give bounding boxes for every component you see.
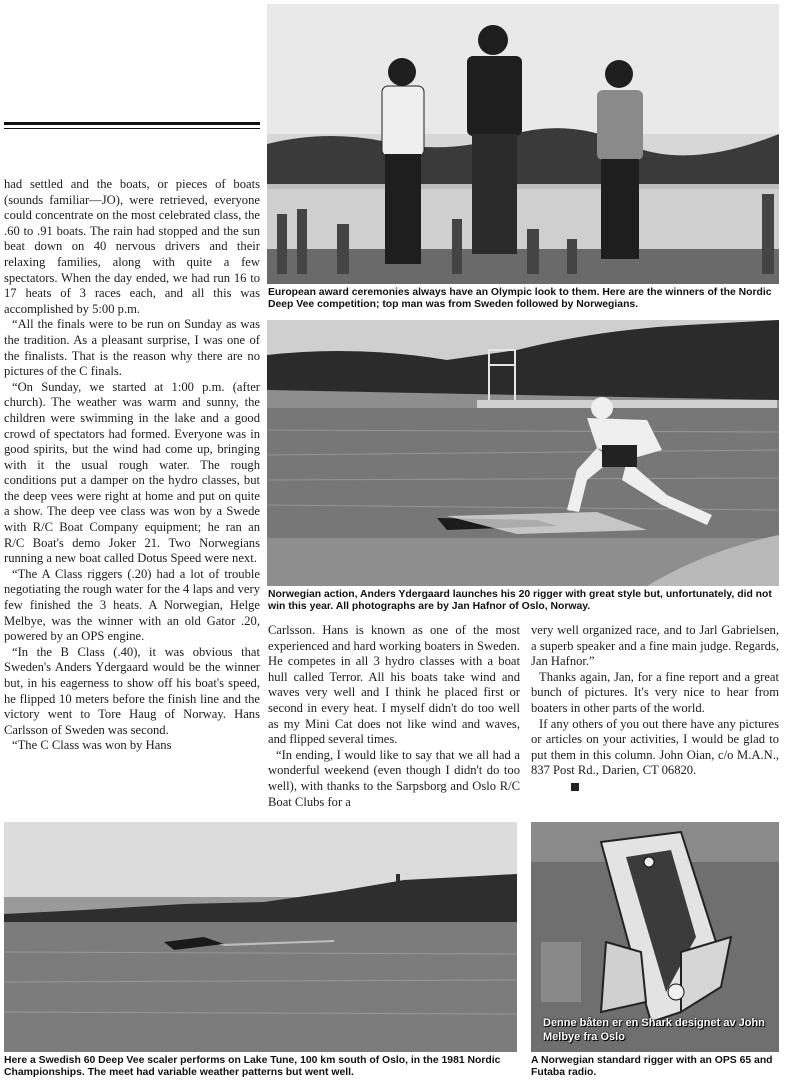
caption-deep-vee-lake: Here a Swedish 60 Deep Vee scaler performs on Lake Tune, 100 km south of Oslo, in the 1981 Nordic Championships. The meet had variable weather patterns but went well. [4,1055,501,1079]
column1-paragraph: “On Sunday, we started at 1:00 p.m. (after church). The weather was warm and sunny, the children were swimming in the lake and a good crowd of spectators had formed. Everyone was in good spirits, but the wind had come up, bringing with it the usual rough water. The rough conditions put a damper on the hydro classes, but the deep vees were right at home and put on quite a show. The deep vee class was won by a Swede with R/C Boat Company equipment; he ran an R/C Boat's demo Joker 21. Two Norwegians running a new boat called Dotus Speed were next. [4,379,260,566]
article-column-2 [268,623,520,810]
column1-paragraph: “The A Class riggers (.20) had a lot of trouble negotiating the rough water for the 4 laps and very few finished the 3 heats. A Norwegian, Helge Melbye, was the winner with an old Gator .20, powered by an OPS engine. [4,566,260,644]
photo-overlay-caption: Denne båten er en Shark designet av John Melbye fra Oslo [543,1017,765,1043]
caption-standard-rigger: A Norwegian standard rigger with an OPS 65 and Futaba radio. [531,1055,773,1079]
deep-vee-lake-photo [4,822,517,1052]
column1-paragraph: “In the B Class (.40), it was obvious that Sweden's Anders Ydergaard would be the winner but, in his eagerness to show off his boat's speed, he flipped 10 meters before the finish line and the victory went to Tore Haug of Norway. Hans Carlsson of Sweden was second. [4,644,260,737]
column1-paragraph: “The C Class was won by Hans [12,738,172,753]
column2-paragraph: Carlsson. Hans is known as one of the most experienced and hard working boaters in Sweden. He competes in all 3 hydro classes with a boat hull called Terror. All his boats take wind and waves very well and I think he placed first or second in every heat. I myself didn't do too well as my Mini Cat does not like wind and waves, and flipped several times. [268,623,520,747]
rigger-launch-photo [267,320,779,586]
end-of-article-mark [571,783,579,791]
caption-award-ceremony: European award ceremonies always have an Olympic look to them. Here are the winners of the Nordic Deep Vee competition; top man was from Sweden followed by Norwegians. [268,287,772,311]
article-column-3 [531,623,779,795]
section-rule-thin [4,128,260,129]
column3-paragraph: very well organized race, and to Jarl Gabrielsen, a superb speaker and a fine main judge. Regards, Jan Hafnor.” [531,623,779,669]
column1-paragraph: “All the finals were to be run on Sunday as was the tradition. As a pleasant surprise, I was one of the finalists. That is the reason why there are no pictures of the C finals. [4,317,260,379]
column1-paragraph: had settled and the boats, or pieces of boats (sounds familiar—JO), were retrieved, everyone could concentrate on the most celebrated class, the .60 to .91 boats. The rain had stopped and the sun beat down on 40 nervous drivers and their relaxing families, along with quite a few spectators. When the day ended, we had run 16 to 17 heats of 3 races each, and all this was accomplished by 5:00 p.m. [4,177,260,316]
caption-rigger-launch: Norwegian action, Anders Ydergaard launches his 20 rigger with great style but, unfortunately, did not win this year. All photographs are by Jan Hafnor of Oslo, Norway. [268,589,772,613]
section-rule [4,122,260,125]
column3-paragraph: If any others of you out there have any pictures or articles on your activities, I would be glad to put them in this column. John Oian, c/o M.A.N., 837 Post Rd., Darien, CT 06820. [531,716,779,778]
column3-paragraph: Thanks again, Jan, for a fine report and a great bunch of pictures. It's very nice to hear from boaters in other parts of the world. [531,669,779,715]
column2-paragraph: “In ending, I would like to say that we all had a wonderful weekend (even though I didn't do too well), with thanks to the Sarpsborg and Oslo R/C Boat Clubs for a [268,747,520,809]
article-column-1 [4,177,260,754]
award-ceremony-photo [267,4,779,284]
